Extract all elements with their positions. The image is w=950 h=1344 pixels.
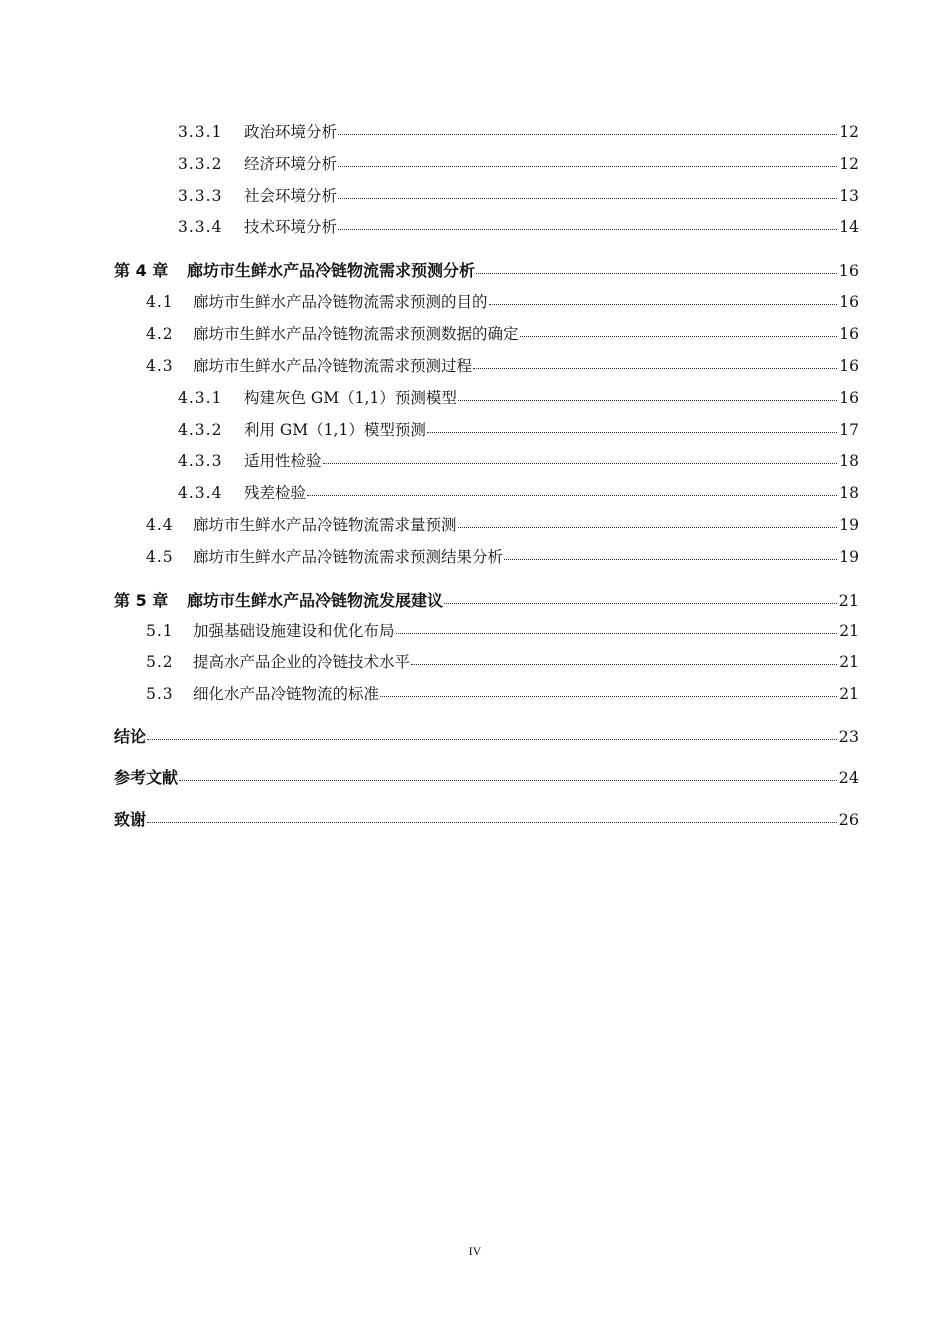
toc-entry[interactable] xyxy=(178,449,859,471)
toc-title: 加强基础设施建设和优化布局 xyxy=(193,622,395,640)
toc-title: 致谢 xyxy=(114,810,147,829)
toc-title: 政治环境分析 xyxy=(244,123,338,141)
toc-page-number: 18 xyxy=(839,452,859,470)
toc-section-number: 4.3.2 xyxy=(178,421,223,439)
toc-title: 社会环境分析 xyxy=(244,187,338,205)
toc-title: 适用性检验 xyxy=(244,452,322,470)
toc-page-number: 14 xyxy=(839,218,859,236)
toc-entry[interactable] xyxy=(146,354,859,376)
toc-leader-dots xyxy=(444,603,837,604)
toc-page-number: 18 xyxy=(839,484,859,502)
toc-title: 廊坊市生鲜水产品冷链物流需求量预测 xyxy=(193,516,457,534)
toc-entry[interactable] xyxy=(146,290,859,312)
toc-page-number: 21 xyxy=(839,653,859,671)
toc-entry[interactable] xyxy=(178,184,859,206)
toc-leader-dots xyxy=(179,780,837,781)
toc-leader-dots xyxy=(504,559,837,560)
toc-entry[interactable] xyxy=(146,682,859,704)
toc-page-number: 12 xyxy=(839,155,859,173)
toc-section-number: 4.3 xyxy=(146,357,174,375)
toc-title: 利用 GM（1,1）模型预测 xyxy=(244,421,426,439)
toc-section-number: 5.3 xyxy=(146,685,174,703)
toc-section-number: 4.3.4 xyxy=(178,484,223,502)
toc-entry[interactable] xyxy=(146,650,859,672)
toc-entry-acknowledgements[interactable] xyxy=(114,807,859,830)
toc-leader-dots xyxy=(476,273,837,274)
toc-leader-dots xyxy=(307,495,837,496)
toc-title: 参考文献 xyxy=(114,768,179,787)
toc-leader-dots xyxy=(473,368,837,369)
toc-title: 构建灰色 GM（1,1）预测模型 xyxy=(244,389,457,407)
toc-page-number: 21 xyxy=(838,591,859,610)
toc-section-number: 3.3.2 xyxy=(178,155,223,173)
toc-leader-dots xyxy=(338,134,837,135)
toc-chapter-number: 第 4 章 xyxy=(114,261,169,280)
toc-page-number: 19 xyxy=(839,516,859,534)
toc-leader-dots xyxy=(411,664,837,665)
toc-entry[interactable] xyxy=(178,418,859,440)
toc-entry[interactable] xyxy=(146,322,859,344)
toc-page-number: 17 xyxy=(839,421,859,439)
toc-entry[interactable] xyxy=(178,481,859,503)
toc-section-number: 4.3.1 xyxy=(178,389,223,407)
toc-entry[interactable] xyxy=(146,513,859,535)
toc-title: 经济环境分析 xyxy=(244,155,338,173)
toc-title: 细化水产品冷链物流的标准 xyxy=(193,685,380,703)
toc-page-number: 21 xyxy=(839,685,859,703)
toc-section-number: 4.4 xyxy=(146,516,174,534)
toc-title: 廊坊市生鲜水产品冷链物流需求预测的目的 xyxy=(193,293,488,311)
toc-leader-dots xyxy=(380,696,837,697)
toc-leader-dots xyxy=(520,336,838,337)
toc-leader-dots xyxy=(338,229,837,230)
toc-page-number: 23 xyxy=(838,727,859,746)
toc-title: 残差检验 xyxy=(244,484,307,502)
toc-entry[interactable] xyxy=(146,545,859,567)
toc-entry-chapter[interactable] xyxy=(114,588,859,611)
toc-entry[interactable] xyxy=(178,215,859,237)
toc-section-number: 5.1 xyxy=(146,622,174,640)
toc-section-number: 3.3.1 xyxy=(178,123,223,141)
toc-section-number: 5.2 xyxy=(146,653,174,671)
toc-section-number: 4.1 xyxy=(146,293,174,311)
toc-page-number: 16 xyxy=(839,293,859,311)
toc-leader-dots xyxy=(323,463,838,464)
toc-page-number: 21 xyxy=(839,622,859,640)
toc-chapter-number: 第 5 章 xyxy=(114,591,169,610)
toc-leader-dots xyxy=(458,400,837,401)
toc-title: 结论 xyxy=(114,727,147,746)
toc-leader-dots xyxy=(427,432,837,433)
toc-page-number: 24 xyxy=(838,768,859,787)
toc-entry[interactable] xyxy=(178,386,859,408)
toc-title: 廊坊市生鲜水产品冷链物流需求预测过程 xyxy=(193,357,473,375)
toc-page-number: 16 xyxy=(838,261,859,280)
toc-page-number: 16 xyxy=(839,389,859,407)
toc-title: 提高水产品企业的冷链技术水平 xyxy=(193,653,411,671)
toc-section-number: 3.3.3 xyxy=(178,187,223,205)
toc-title: 廊坊市生鲜水产品冷链物流需求预测数据的确定 xyxy=(193,325,519,343)
toc-title: 廊坊市生鲜水产品冷链物流需求预测分析 xyxy=(187,261,476,280)
toc-leader-dots xyxy=(458,527,838,528)
toc-section-number: 4.3.3 xyxy=(178,452,223,470)
toc-leader-dots xyxy=(147,822,837,823)
toc-section-number: 4.5 xyxy=(146,548,174,566)
toc-section-number: 4.2 xyxy=(146,325,174,343)
toc-leader-dots xyxy=(338,166,837,167)
toc-entry-conclusion[interactable] xyxy=(114,724,859,747)
toc-page-number: 12 xyxy=(839,123,859,141)
page-footer-number: IV xyxy=(468,1244,482,1258)
toc-entry-chapter[interactable] xyxy=(114,258,859,281)
toc-entry-references[interactable] xyxy=(114,765,859,788)
toc-page-number: 16 xyxy=(839,357,859,375)
toc-leader-dots xyxy=(396,633,838,634)
toc-page-number: 26 xyxy=(838,810,859,829)
toc-leader-dots xyxy=(489,304,838,305)
toc-page-number: 13 xyxy=(839,187,859,205)
toc-entry[interactable] xyxy=(178,152,859,174)
toc-title: 技术环境分析 xyxy=(244,218,338,236)
toc-section-number: 3.3.4 xyxy=(178,218,223,236)
toc-leader-dots xyxy=(338,198,837,199)
toc-entry[interactable] xyxy=(178,120,859,142)
toc-entry[interactable] xyxy=(146,619,859,641)
toc-leader-dots xyxy=(147,739,837,740)
toc-title: 廊坊市生鲜水产品冷链物流需求预测结果分析 xyxy=(193,548,504,566)
toc-title: 廊坊市生鲜水产品冷链物流发展建议 xyxy=(187,591,444,610)
toc-page-number: 19 xyxy=(839,548,859,566)
toc-page-number: 16 xyxy=(839,325,859,343)
